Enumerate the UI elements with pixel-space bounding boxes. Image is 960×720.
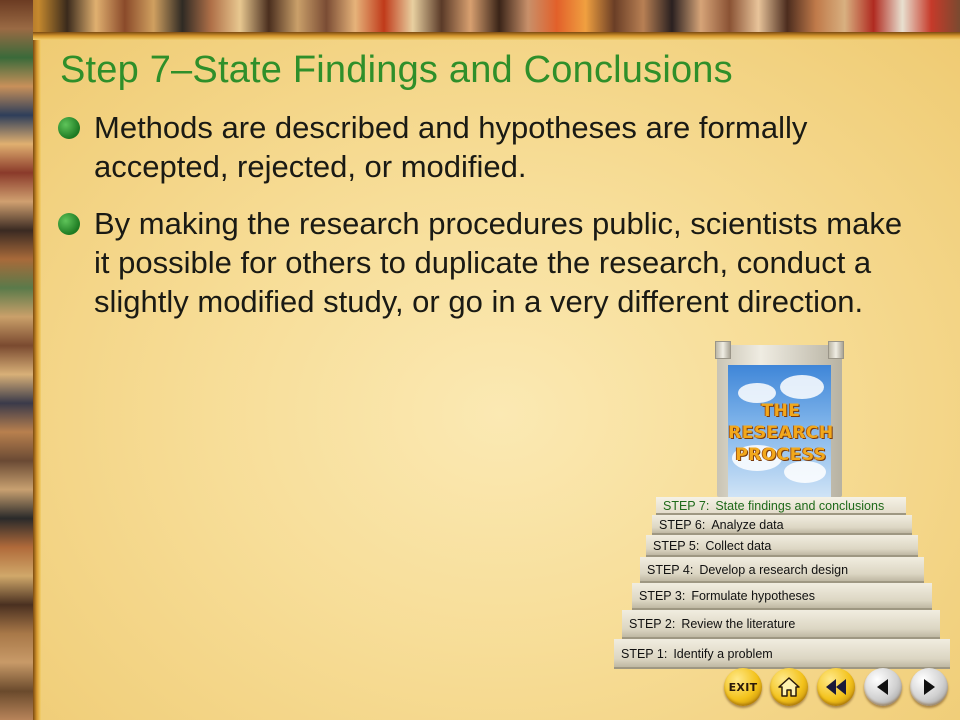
research-process-graphic [612, 345, 952, 660]
bullet-item [58, 204, 918, 321]
next-icon [920, 677, 938, 697]
sign-line: THE [761, 401, 801, 421]
sign-line: RESEARCH [728, 423, 834, 443]
navigation-bar [724, 668, 948, 708]
photo-collage-top [0, 0, 960, 32]
step-3 [632, 583, 932, 610]
step-number: STEP 4: [647, 563, 694, 577]
step-label: Develop a research design [699, 563, 849, 577]
bullet-dot-icon [58, 213, 80, 235]
exit-label: EXIT [728, 680, 758, 694]
step-number: STEP 6: [659, 518, 706, 532]
tower-cap-right [828, 341, 844, 359]
step-label: Collect data [705, 539, 772, 553]
step-5 [646, 535, 918, 557]
exit-button[interactable] [724, 668, 762, 706]
home-icon [777, 676, 801, 698]
step-1 [614, 639, 950, 669]
previous-icon [874, 677, 892, 697]
tower-cap-left [715, 341, 731, 359]
step-label: Identify a problem [673, 647, 773, 661]
step-label: Formulate hypotheses [691, 589, 816, 603]
step-number: STEP 5: [653, 539, 700, 553]
step-number: STEP 3: [639, 589, 686, 603]
step-6 [652, 515, 912, 535]
step-label: State findings and conclusions [715, 499, 885, 513]
research-process-tower [717, 345, 842, 497]
previous-button[interactable] [864, 668, 902, 706]
cloud-shape [780, 375, 824, 399]
step-7 [656, 497, 906, 515]
step-number: STEP 1: [621, 647, 668, 661]
bullet-text: Methods are described and hypotheses are formally accepted, rejected, or modified. [94, 110, 808, 184]
next-button[interactable] [910, 668, 948, 706]
step-number: STEP 7: [663, 499, 710, 513]
step-2 [622, 610, 940, 639]
rewind-icon [824, 677, 848, 697]
bullet-item [58, 108, 918, 186]
sign-line: PROCESS [735, 445, 827, 465]
slide-title: Step 7–State Findings and Conclusions [60, 49, 733, 91]
bullet-text: By making the research procedures public, scientists make it possible for others to duplicate the research, conduct a slightly modified study, or go in a very different direction. [94, 206, 903, 319]
step-label: Review the literature [681, 617, 796, 631]
frame-edge-left [33, 32, 41, 720]
frame-edge-top [33, 32, 960, 40]
bullet-list [58, 108, 918, 339]
home-button[interactable] [770, 668, 808, 706]
photo-collage-left [0, 0, 33, 720]
bullet-dot-icon [58, 117, 80, 139]
step-number: STEP 2: [629, 617, 676, 631]
step-4 [640, 557, 924, 583]
step-label: Analyze data [711, 518, 784, 532]
cloud-shape [738, 383, 776, 403]
back-to-start-button[interactable] [817, 668, 855, 706]
